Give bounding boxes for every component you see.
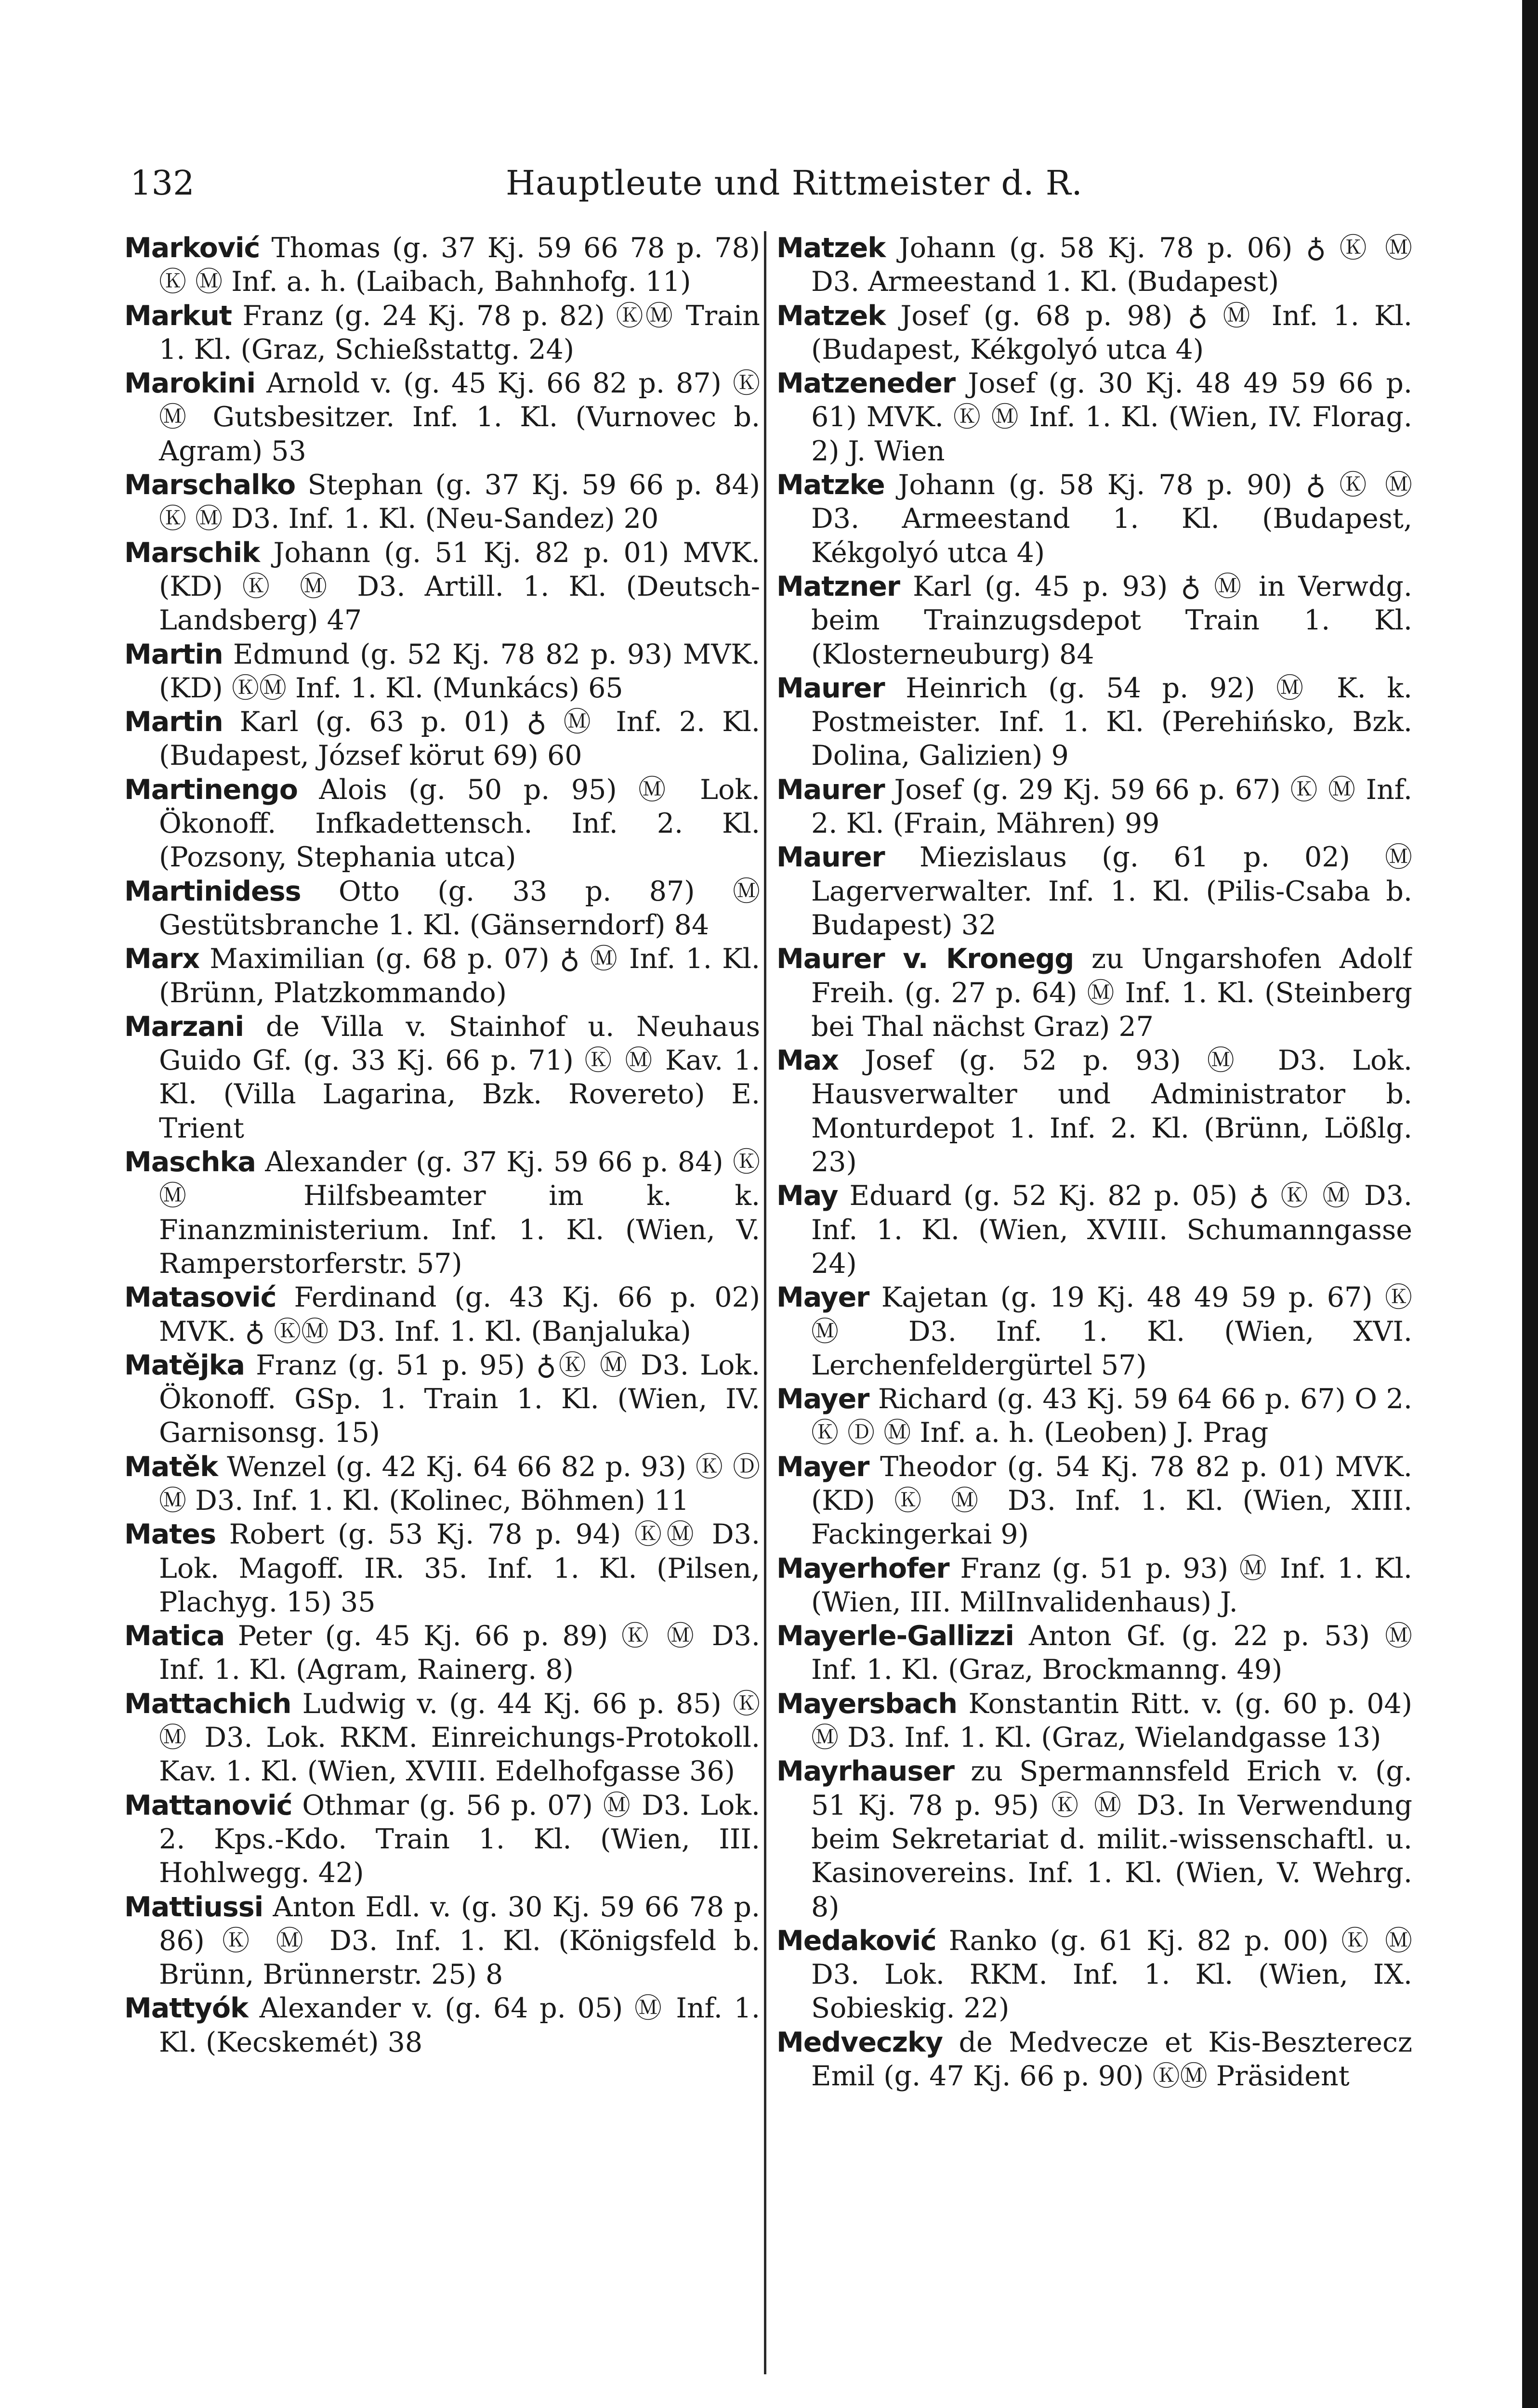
entry-surname: Maurer bbox=[776, 773, 885, 806]
entry-details: Anton Gf. (g. 22 p. 53) Ⓜ Inf. 1. Kl. (Graz, Brockmanng. 49) bbox=[811, 1620, 1412, 1686]
entry-details: zu Spermannsfeld Erich v. (g. 51 Kj. 78 p. 95) Ⓚ Ⓜ D3. In Verwendung beim Sekretariat d. milit.-wissenschaftl. u. Kasinovereins. Inf. 1. Kl. (Wien, V. Wehrg. 8) bbox=[811, 1755, 1412, 1923]
directory-entry bbox=[124, 1348, 760, 1450]
entry-surname: Mattanović bbox=[124, 1789, 292, 1821]
entry-details: Johann (g. 58 Kj. 78 p. 90) ♁ Ⓚ Ⓜ D3. Armeestand 1. Kl. (Budapest, Kékgolyó utca 4) bbox=[811, 469, 1412, 569]
entry-details: Josef (g. 68 p. 98) ♁ Ⓜ Inf. 1. Kl. (Budapest, Kékgolyó utca 4) bbox=[811, 300, 1412, 366]
entry-surname: Medaković bbox=[776, 1924, 936, 1957]
entry-details: Richard (g. 43 Kj. 59 64 66 p. 67) O 2. Ⓚ Ⓓ Ⓜ Inf. a. h. (Leoben) J. Prag bbox=[811, 1383, 1412, 1449]
directory-entry bbox=[124, 1010, 760, 1145]
entry-surname: Mayerle-Gallizzi bbox=[776, 1620, 1014, 1652]
entry-surname: Maschka bbox=[124, 1146, 256, 1178]
page-header bbox=[130, 157, 1407, 209]
entry-surname: Marx bbox=[124, 943, 200, 975]
entry-details: Wenzel (g. 42 Kj. 64 66 82 p. 93) Ⓚ Ⓓ Ⓜ D3. Inf. 1. Kl. (Kolinec, Böhmen) 11 bbox=[159, 1451, 760, 1517]
entry-surname: Martinengo bbox=[124, 773, 298, 806]
directory-entry bbox=[776, 231, 1412, 299]
entry-surname: Matzeneder bbox=[776, 367, 956, 400]
directory-entry bbox=[124, 1281, 760, 1348]
directory-entry bbox=[776, 1179, 1412, 1281]
directory-entry bbox=[124, 366, 760, 468]
directory-entry bbox=[124, 942, 760, 1010]
entry-surname: Matzke bbox=[776, 469, 885, 501]
entry-surname: Mayer bbox=[776, 1383, 869, 1415]
entry-details: de Villa v. Stainhof u. Neuhaus Guido Gf. (g. 33 Kj. 66 p. 71) Ⓚ Ⓜ Kav. 1. Kl. (Villa Lagarina, Bzk. Rovereto) E. Trient bbox=[159, 1010, 760, 1144]
entry-details: Edmund (g. 52 Kj. 78 82 p. 93) MVK. (KD) ⓀⓂ Inf. 1. Kl. (Munkács) 65 bbox=[159, 638, 760, 704]
directory-entry bbox=[776, 299, 1412, 367]
entry-details: Alexander v. (g. 64 p. 05) Ⓜ Inf. 1. Kl. (Kecskemét) 38 bbox=[159, 1992, 760, 2058]
entry-surname: Maurer bbox=[776, 841, 885, 874]
directory-entry bbox=[776, 2026, 1412, 2094]
entry-details: Konstantin Ritt. v. (g. 60 p. 04) Ⓜ D3. Inf. 1. Kl. (Graz, Wielandgasse 13) bbox=[811, 1688, 1412, 1754]
entry-details: de Medvecze et Kis-Beszterecz Emil (g. 47 Kj. 66 p. 90) ⓀⓂ Präsident bbox=[811, 2026, 1412, 2093]
entry-surname: Mayerhofer bbox=[776, 1552, 949, 1584]
entry-surname: Mattiussi bbox=[124, 1891, 263, 1923]
directory-entry bbox=[124, 1890, 760, 1992]
entry-surname: Mayersbach bbox=[776, 1688, 957, 1720]
entry-surname: Markut bbox=[124, 300, 232, 332]
directory-entry bbox=[124, 1619, 760, 1687]
directory-entry bbox=[124, 875, 760, 942]
entry-details: Arnold v. (g. 45 Kj. 66 82 p. 87) Ⓚ Ⓜ Gutsbesitzer. Inf. 1. Kl. (Vurnovec b. Agram) 53 bbox=[159, 367, 760, 467]
directory-entry bbox=[776, 1382, 1412, 1450]
page-number: 132 bbox=[130, 163, 195, 203]
entry-details: Josef (g. 30 Kj. 48 49 59 66 p. 61) MVK. Ⓚ Ⓜ Inf. 1. Kl. (Wien, IV. Florag. 2) J. Wien bbox=[811, 367, 1412, 467]
directory-entry bbox=[124, 468, 760, 536]
entry-surname: Marokini bbox=[124, 367, 256, 400]
entry-details: Karl (g. 45 p. 93) ♁ Ⓜ in Verwdg. beim Trainzugsdepot Train 1. Kl. (Klosterneuburg) 84 bbox=[811, 570, 1412, 670]
entry-surname: Mayer bbox=[776, 1451, 869, 1483]
directory-entry bbox=[776, 1754, 1412, 1924]
entry-details: Karl (g. 63 p. 01) ♁ Ⓜ Inf. 2. Kl. (Budapest, József körut 69) 60 bbox=[159, 706, 760, 772]
directory-entry bbox=[124, 705, 760, 773]
entry-surname: Marković bbox=[124, 232, 260, 264]
entry-details: Alexander (g. 37 Kj. 59 66 p. 84) Ⓚ Ⓜ Hilfsbeamter im k. k. Finanzministerium. Inf. 1. Kl. (Wien, V. Ramperstorferstr. 57) bbox=[159, 1146, 760, 1280]
entry-details: Johann (g. 51 Kj. 82 p. 01) MVK. (KD) Ⓚ Ⓜ D3. Artill. 1. Kl. (Deutsch-Landsberg) 47 bbox=[159, 537, 760, 637]
directory-entry bbox=[124, 1991, 760, 2059]
entry-surname: Mattachich bbox=[124, 1688, 291, 1720]
entry-surname: Matěk bbox=[124, 1451, 218, 1483]
entry-details: Otto (g. 33 p. 87) Ⓜ Gestütsbranche 1. Kl. (Gänserndorf) 84 bbox=[159, 875, 760, 941]
directory-entry bbox=[124, 299, 760, 367]
directory-entry bbox=[124, 638, 760, 706]
column-divider bbox=[764, 231, 766, 2374]
right-column bbox=[776, 231, 1412, 2408]
entry-details: Franz (g. 51 p. 93) Ⓜ Inf. 1. Kl. (Wien, III. MilInvalidenhaus) J. bbox=[811, 1552, 1412, 1618]
page-edge-shadow bbox=[1522, 0, 1538, 2408]
entry-details: Josef (g. 52 p. 93) Ⓜ D3. Lok. Hausverwalter und Administrator b. Monturdepot 1. Inf. 2. Kl. (Brünn, Lößlg. 23) bbox=[811, 1045, 1412, 1178]
directory-entry bbox=[776, 1687, 1412, 1755]
entry-surname: May bbox=[776, 1180, 838, 1212]
directory-entry bbox=[776, 1924, 1412, 2026]
entry-details: Franz (g. 24 Kj. 78 p. 82) ⓀⓂ Train 1. Kl. (Graz, Schießstattg. 24) bbox=[159, 300, 760, 366]
entry-details: Eduard (g. 52 Kj. 82 p. 05) ♁ Ⓚ Ⓜ D3. Inf. 1. Kl. (Wien, XVIII. Schumanngasse 24) bbox=[811, 1180, 1412, 1280]
directory-entry bbox=[776, 1281, 1412, 1382]
entry-details: Robert (g. 53 Kj. 78 p. 94) ⓀⓂ D3. Lok. Magoff. IR. 35. Inf. 1. Kl. (Pilsen, Plachyg. 15) 35 bbox=[159, 1518, 760, 1618]
entry-details: Kajetan (g. 19 Kj. 48 49 59 p. 67) Ⓚ Ⓜ D3. Inf. 1. Kl. (Wien, XVI. Lerchenfeldergürtel 57) bbox=[811, 1282, 1412, 1381]
entry-details: Johann (g. 58 Kj. 78 p. 06) ♁ Ⓚ Ⓜ D3. Armeestand 1. Kl. (Budapest) bbox=[811, 232, 1412, 298]
entry-details: Alois (g. 50 p. 95) Ⓜ Lok. Ökonoff. Infkadettensch. Inf. 2. Kl. (Pozsony, Stephania utca) bbox=[159, 773, 760, 874]
entry-surname: Mayrhauser bbox=[776, 1755, 955, 1788]
directory-entry bbox=[776, 840, 1412, 942]
entry-surname: Mates bbox=[124, 1518, 216, 1551]
directory-entry bbox=[124, 1145, 760, 1281]
directory-entry bbox=[124, 773, 760, 875]
entry-surname: Matica bbox=[124, 1620, 225, 1652]
entry-details: Miezislaus (g. 61 p. 02) Ⓜ Lagerverwalter. Inf. 1. Kl. (Pilis-Csaba b. Budapest) 32 bbox=[811, 841, 1412, 941]
entry-surname: Marzani bbox=[124, 1010, 244, 1043]
directory-entry bbox=[124, 1450, 760, 1518]
entry-details: Othmar (g. 56 p. 07) Ⓜ D3. Lok. 2. Kps.-Kdo. Train 1. Kl. (Wien, III. Hohlwegg. 42) bbox=[159, 1789, 760, 1889]
directory-entry bbox=[776, 1044, 1412, 1179]
entry-details: Theodor (g. 54 Kj. 78 82 p. 01) MVK. (KD) Ⓚ Ⓜ D3. Inf. 1. Kl. (Wien, XIII. Fackingerkai 9) bbox=[811, 1451, 1412, 1551]
directory-entry bbox=[776, 1552, 1412, 1620]
left-column bbox=[124, 231, 760, 2408]
entry-details: Ferdinand (g. 43 Kj. 66 p. 02) MVK. ♁ ⓀⓂ D3. Inf. 1. Kl. (Banjaluka) bbox=[159, 1282, 760, 1348]
directory-entry bbox=[776, 468, 1412, 570]
entry-details: Stephan (g. 37 Kj. 59 66 p. 84) Ⓚ Ⓜ D3. Inf. 1. Kl. (Neu-Sandez) 20 bbox=[159, 469, 760, 535]
entry-surname: Max bbox=[776, 1045, 839, 1077]
directory-entry bbox=[776, 942, 1412, 1044]
entry-details: Anton Edl. v. (g. 30 Kj. 59 66 78 p. 86) Ⓚ Ⓜ D3. Inf. 1. Kl. (Königsfeld b. Brünn, Brünnerstr. 25) 8 bbox=[159, 1891, 760, 1991]
entry-details: Thomas (g. 37 Kj. 59 66 78 p. 78) Ⓚ Ⓜ Inf. a. h. (Laibach, Bahnhofg. 11) bbox=[159, 232, 760, 298]
entry-surname: Medveczky bbox=[776, 2026, 943, 2058]
directory-entry bbox=[124, 1687, 760, 1789]
entry-details: Ludwig v. (g. 44 Kj. 66 p. 85) Ⓚ Ⓜ D3. Lok. RKM. Einreichungs-Protokoll. Kav. 1. Kl. (Wien, XVIII. Edelhofgasse 36) bbox=[159, 1688, 760, 1788]
directory-entry bbox=[776, 366, 1412, 468]
entry-details: Peter (g. 45 Kj. 66 p. 89) Ⓚ Ⓜ D3. Inf. 1. Kl. (Agram, Rainerg. 8) bbox=[159, 1620, 760, 1686]
entry-surname: Martinidess bbox=[124, 875, 301, 907]
entry-surname: Maurer bbox=[776, 672, 885, 704]
entry-details: Maximilian (g. 68 p. 07) ♁ Ⓜ Inf. 1. Kl. (Brünn, Platzkommando) bbox=[159, 943, 760, 1009]
entry-surname: Marschalko bbox=[124, 469, 296, 501]
directory-entry bbox=[776, 773, 1412, 841]
running-head: Hauptleute und Rittmeister d. R. bbox=[506, 163, 1083, 203]
directory-entry bbox=[776, 1619, 1412, 1687]
entry-surname: Matasović bbox=[124, 1282, 276, 1314]
entry-surname: Martin bbox=[124, 706, 223, 738]
entry-surname: Maurer v. Kronegg bbox=[776, 943, 1074, 975]
directory-entry bbox=[124, 231, 760, 299]
directory-entry bbox=[776, 1450, 1412, 1552]
entry-details: zu Ungarshofen Adolf Freih. (g. 27 p. 64) Ⓜ Inf. 1. Kl. (Steinberg bei Thal nächst Graz) 27 bbox=[811, 943, 1412, 1043]
directory-entry bbox=[124, 1789, 760, 1890]
entry-surname: Matzner bbox=[776, 570, 900, 602]
entry-details: Ranko (g. 61 Kj. 82 p. 00) Ⓚ Ⓜ D3. Lok. RKM. Inf. 1. Kl. (Wien, IX. Sobieskig. 22) bbox=[811, 1924, 1412, 2025]
directory-entry bbox=[124, 536, 760, 638]
entry-surname: Matzek bbox=[776, 232, 886, 264]
entry-details: Heinrich (g. 54 p. 92) Ⓜ K. k. Postmeister. Inf. 1. Kl. (Perehińsko, Bzk. Dolina, Galizien) 9 bbox=[811, 672, 1412, 772]
entry-surname: Mayer bbox=[776, 1282, 869, 1314]
entry-details: Josef (g. 29 Kj. 59 66 p. 67) Ⓚ Ⓜ Inf. 2. Kl. (Frain, Mähren) 99 bbox=[811, 773, 1412, 840]
directory-entry bbox=[776, 671, 1412, 773]
entry-surname: Matzek bbox=[776, 300, 886, 332]
entry-surname: Marschik bbox=[124, 537, 260, 569]
directory-entry bbox=[124, 1518, 760, 1619]
entry-surname: Mattyók bbox=[124, 1992, 248, 2025]
entry-surname: Matějka bbox=[124, 1349, 245, 1381]
entry-details: Franz (g. 51 p. 95) ♁Ⓚ Ⓜ D3. Lok. Ökonoff. GSp. 1. Train 1. Kl. (Wien, IV. Garnisonsg. 15) bbox=[159, 1349, 760, 1449]
entry-surname: Martin bbox=[124, 638, 223, 670]
directory-entry bbox=[776, 570, 1412, 671]
